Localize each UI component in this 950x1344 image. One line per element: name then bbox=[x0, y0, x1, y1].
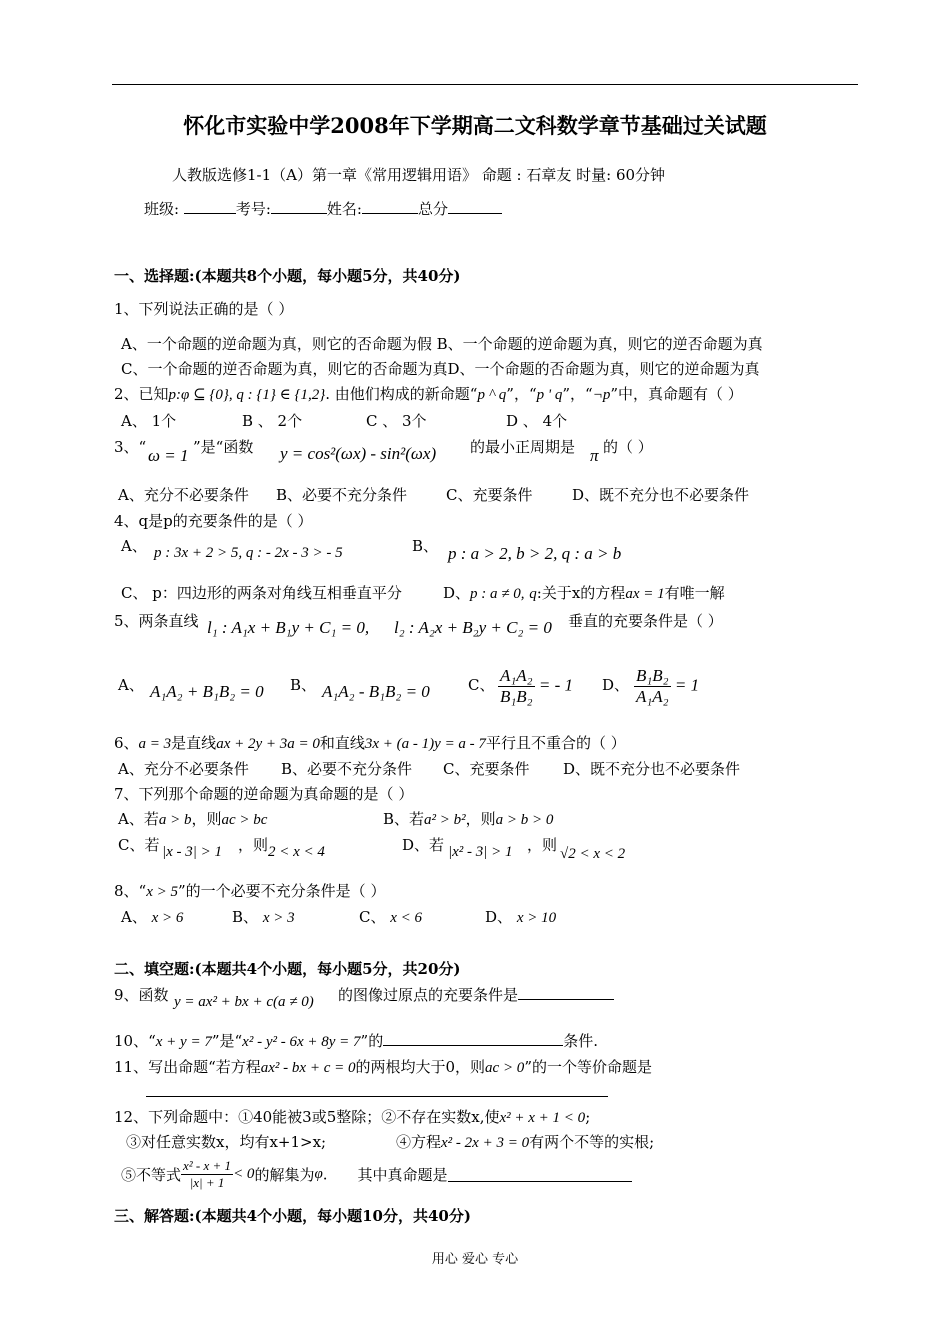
q3-option-c: C、充要条件 bbox=[446, 486, 533, 504]
q6-option-b: B、必要不充分条件 bbox=[281, 760, 413, 778]
q5-d-math: $\frac{\text{B₁B₂}}{\text{A₁A₂}}$ = 1 bbox=[636, 666, 700, 706]
q3-math-pi: π bbox=[590, 446, 599, 465]
q12-line2-a: ③对任意实数x，均有x+1>x; bbox=[126, 1133, 327, 1151]
q12-answer-blank[interactable] bbox=[448, 1167, 632, 1182]
q5-a-label: A、 bbox=[118, 676, 144, 694]
q5-stem-a: 5、两条直线 bbox=[114, 612, 199, 630]
class-label: 班级: bbox=[144, 200, 180, 218]
q7-d-label: D、若 bbox=[402, 836, 445, 854]
q12-line1: 12、下列命题中：①40能被3或5整除；②不存在实数x,使x² + x + 1 < 0; bbox=[114, 1108, 591, 1126]
q12-fraction: $\frac{\text{x² - x + 1}}{|x| + 1}$ bbox=[183, 1158, 232, 1190]
subtitle: 人教版选修1-1（A）第一章《常用逻辑用语》 命题 : 石章友 时量: 60分钟 bbox=[172, 166, 666, 184]
class-blank[interactable] bbox=[184, 199, 236, 214]
q5-line2: l₂ : A₂x + B₂y + C₂ = 0 bbox=[394, 618, 552, 637]
section1-heading: 一、选择题:(本题共8个小题，每小题5分，共40分) bbox=[114, 267, 461, 285]
q1-options-line2: C、一个命题的逆否命题为真，则它的否命题为真D、一个命题的否命题为真，则它的逆命题为真 bbox=[121, 360, 760, 378]
q7-stem: 7、下列那个命题的逆命题为真命题的是（ ） bbox=[114, 785, 414, 803]
q3-math-function: y = cos²(ωx) - sin²(ωx) bbox=[280, 444, 437, 463]
q3-stem-b: ”是“函数 bbox=[193, 438, 254, 456]
q11-stem: 11、写出命题“若方程ax² - bx + c = 0的两根均大于0，则ac > 0”的一个等价命题是 bbox=[114, 1058, 652, 1076]
q9-stem-b: 的图像过原点的充要条件是 bbox=[338, 984, 614, 1005]
q5-line1: l₁ : A₁x + B₁y + C₁ = 0, bbox=[207, 618, 370, 637]
q4-stem: 4、q是p的充要条件的是（ ） bbox=[114, 512, 313, 530]
q7-c-label: C、若 bbox=[118, 836, 160, 854]
q6-option-d: D、既不充分也不必要条件 bbox=[563, 760, 741, 778]
top-rule bbox=[112, 84, 858, 85]
q12-line3: ⑤不等式 $\frac{\text{x² - x + 1}}{|x| + 1}$ < 0的解集为φ. 其中真命题是 bbox=[121, 1158, 632, 1191]
q9-math: y = ax² + bx + c(a ≠ 0) bbox=[174, 994, 314, 1010]
section2-heading: 二、填空题:(本题共4个小题，每小题5分，共20分) bbox=[114, 960, 461, 978]
q2-option-c: C 、 3个 bbox=[366, 412, 427, 430]
q1-options-line1: A、一个命题的逆命题为真，则它的否命题为假 B、一个命题的逆命题为真，则它的逆否命题为真 bbox=[121, 335, 763, 353]
q8-option-d: D、 x > 10 bbox=[485, 908, 557, 926]
q5-d-label: D、 bbox=[602, 676, 630, 694]
score-label: 总分 bbox=[417, 200, 448, 218]
name-label: 姓名: bbox=[326, 200, 362, 218]
q1-stem: 1、下列说法正确的是（ ） bbox=[114, 300, 294, 318]
score-blank[interactable] bbox=[448, 199, 502, 214]
q7-d-math1: |x² - 3| > 1 bbox=[448, 844, 513, 860]
q3-option-b: B、必要不充分条件 bbox=[276, 486, 408, 504]
q6-option-c: C、充要条件 bbox=[443, 760, 530, 778]
q4-c-text: C、 p：四边形的两条对角线互相垂直平分 bbox=[121, 584, 402, 602]
page-title: 怀化市实验中学2008年下学期高二文科数学章节基础过关试题 bbox=[183, 113, 767, 138]
q5-c-math: $\frac{\text{A₁A₂}}{\text{B₁B₂}}$ = - 1 bbox=[500, 666, 573, 706]
q2-option-a: A、 1个 bbox=[121, 412, 177, 430]
q3-option-a: A、充分不必要条件 bbox=[118, 486, 249, 504]
q5-d-fraction: $\frac{\text{B₁B₂}}{\text{A₁A₂}}$ bbox=[636, 666, 669, 706]
q2-stem: 2、已知p:φ ⊆ {0}, q : {1} ∈ {1,2}. 由他们构成的新命题“p ^ q”，“p ' q”，“¬p”中，真命题有（ ） bbox=[114, 385, 743, 403]
q2-math-p: p:φ ⊆ {0}, q : {1} ∈ {1,2} bbox=[168, 387, 326, 403]
q7-option-b: B、若a² > b²，则a > b > 0 bbox=[383, 810, 554, 828]
q2-option-d: D 、 4个 bbox=[506, 412, 568, 430]
q6-stem: 6、a = 3是直线ax + 2y + 3a = 0和直线3x + (a - 1)y = a - 7平行且不重合的（ ） bbox=[114, 734, 626, 752]
q8-option-b: B、 x > 3 bbox=[232, 908, 295, 926]
q3-option-d: D、既不充分也不必要条件 bbox=[572, 486, 750, 504]
q3-stem-a: 3、“ bbox=[114, 438, 147, 456]
q5-a-math: A₁A₂ + B₁B₂ = 0 bbox=[150, 682, 264, 701]
name-blank[interactable] bbox=[362, 199, 418, 214]
q8-option-a: A、 x > 6 bbox=[121, 908, 184, 926]
q5-b-math: A₁A₂ - B₁B₂ = 0 bbox=[322, 682, 430, 701]
q3-stem-d: 的（ ） bbox=[603, 438, 653, 456]
exam-no-label: 考号: bbox=[235, 200, 271, 218]
q2-option-b: B 、 2个 bbox=[242, 412, 303, 430]
q4-d: D、p : a ≠ 0, q:关于x的方程ax = 1有唯一解 bbox=[443, 584, 725, 602]
q10-answer-blank[interactable] bbox=[383, 1031, 563, 1046]
q4-b-math: p : a > 2, b > 2, q : a > b bbox=[448, 544, 622, 563]
q8-option-c: C、 x < 6 bbox=[359, 908, 423, 926]
q7-d-then: ，则 bbox=[527, 836, 558, 854]
q7-d-math2: √2 < x < 2 bbox=[560, 846, 626, 862]
q4-a-math: p : 3x + 2 > 5, q : - 2x - 3 > - 5 bbox=[154, 545, 343, 561]
q3-stem-c: 的最小正周期是 bbox=[470, 438, 576, 456]
q4-b-label: B、 bbox=[412, 537, 439, 555]
q5-c-fraction: $\frac{\text{A₁A₂}}{\text{B₁B₂}}$ bbox=[500, 666, 533, 706]
q8-stem: 8、“x > 5”的一个必要不充分条件是（ ） bbox=[114, 882, 386, 900]
q4-a-label: A、 bbox=[121, 537, 147, 555]
q5-stem-b: 垂直的充要条件是（ ） bbox=[568, 612, 723, 630]
q6-option-a: A、充分不必要条件 bbox=[118, 760, 249, 778]
q11-answer-blank[interactable] bbox=[146, 1082, 608, 1097]
q7-c-then: ，则 bbox=[238, 836, 269, 854]
exam-no-blank[interactable] bbox=[271, 199, 327, 214]
q5-b-label: B、 bbox=[290, 676, 317, 694]
q7-c-math2: 2 < x < 4 bbox=[268, 844, 325, 860]
q9-answer-blank[interactable] bbox=[518, 985, 614, 1000]
section3-heading: 三、解答题:(本题共4个小题，每小题10分，共40分) bbox=[114, 1207, 471, 1225]
q3-math-omega: ω = 1 bbox=[148, 446, 189, 465]
q9-stem-a: 9、函数 bbox=[114, 986, 169, 1004]
q12-line2-b: ④方程x² - 2x + 3 = 0有两个不等的实根; bbox=[396, 1133, 655, 1151]
q7-c-math1: |x - 3| > 1 bbox=[162, 844, 223, 860]
q10-stem: 10、“x + y = 7”是“x² - y² - 6x + 8y = 7”的 条件. bbox=[114, 1032, 598, 1050]
student-info bbox=[144, 198, 502, 219]
q7-option-a: A、若a > b，则ac > bc bbox=[118, 810, 268, 828]
page-footer: 用心 爱心 专心 bbox=[431, 1252, 519, 1267]
q5-c-label: C、 bbox=[468, 676, 495, 694]
